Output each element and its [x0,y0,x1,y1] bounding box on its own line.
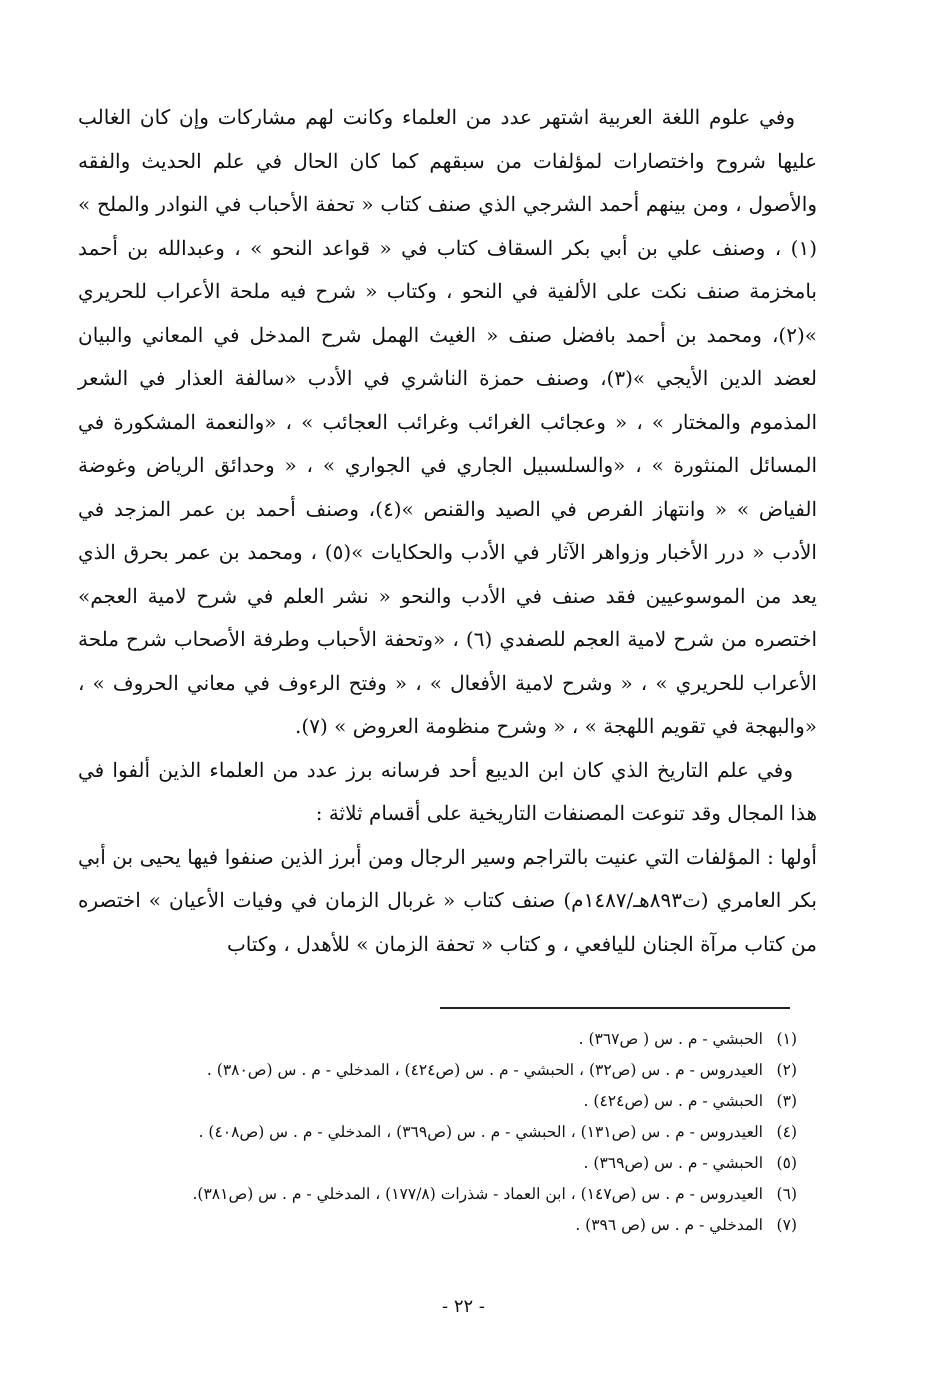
footnote-text: المدخلي - م . س (ص ٣٩٦) . [575,1216,763,1234]
footnote-number: (٣) [776,1092,797,1110]
footnote-7 [100,1210,797,1241]
paragraph-history-intro: وفي علم التاريخ الذي كان ابن الديبع أحد فرسانه برز عدد من العلماء الذين ألفوا في هذا المجال وقد تنوعت المصنفات التاريخية على أقسام ثلاثة : [78,757,817,825]
footnote-number: (١) [776,1030,797,1048]
footnote-number: (٧) [776,1216,797,1234]
footnote-1 [100,1024,797,1055]
footnote-number: (٤) [776,1123,797,1141]
footnotes-list [100,1024,797,1241]
footnote-text: العيدروس - م . س (ص١٣١) ، الحبشي - م . س (ص٣٦٩) ، المدخلي - م . س (ص٤٠٨) . [198,1123,763,1141]
footnote-text: العيدروس - م . س (ص٣٢) ، الحبشي - م . س (ص٤٢٤) ، المدخلي - م . س (ص٣٨٠) . [206,1061,763,1079]
footnote-2 [100,1055,797,1086]
footnote-number: (٥) [776,1154,797,1172]
footnote-number: (٢) [776,1061,797,1079]
footnote-text: الحبشي - م . س ( ص٣٦٧) . [578,1030,763,1048]
paragraph-language-sciences: وفي علوم اللغة العربية اشتهر عدد من العلماء وكانت لهم مشاركات وإن كان الغالب عليها شروح واختصارات لمؤلفات من سبقهم كما كان الحال في علم الحديث والفقه والأصول ، ومن بينهم أحمد الشرجي الذي صنف كتاب « تحفة الأحباب في النوادر والملح » (١) ، وصنف علي بن أبي بكر السقاف كتاب في « قواعد النحو » ، وعبدالله بن أحمد بامخزمة صنف نكت على الألفية في النحو ، وكتاب « شرح فيه ملحة الأعراب للحريري »(٢)، ومحمد بن أحمد بافضل صنف « الغيث الهمل شرح المدخل في المعاني والبيان لعضد الدين الأيجي »(٣)، وصنف حمزة الناشري في الأدب «سالفة العذار في الشعر المذموم والمختار » ، « وعجائب الغرائب وغرائب العجائب » ، «والنعمة المشكورة في المسائل المنثورة » ، «والسلسبيل الجاري في الجواري » ، « وحدائق الرياض وغوضة الفياض » « وانتهاز الفرص في الصيد والقنص »(٤)، وصنف أحمد بن عمر المزجد في الأدب « درر الأخبار وزواهر الآثار في الأدب والحكايات »(٥) ، ومحمد بن عمر بحرق الذي يعد من الموسوعيين فقد صنف في الأدب والنحو « نشر العلم في شرح لامية العجم» اختصره من شرح لامية العجم للصفدي (٦) ، «وتحفة الأحباب وطرفة الأصحاب شرح ملحة الأعراب للحريري » ، « وشرح لامية الأفعال » ، « وفتح الرءوف في معاني الحروف » ، «والبهجة في تقويم اللهجة » ، « وشرح منظومة العروض » (٧). [78,105,818,738]
footnote-text: الحبشي - م . س (ص٣٦٩) . [583,1154,763,1172]
main-text [78,96,817,966]
footnote-text: الحبشي - م . س (ص٤٢٤) . [583,1092,763,1110]
footnote-4 [100,1117,797,1148]
footnote-5 [100,1148,797,1179]
footnote-text: العيدروس - م . س (ص١٤٧) ، ابن العماد - شذرات (١٧٧/٨) ، المدخلي - م . س (ص٣٨١). [192,1185,763,1203]
footnote-divider [440,1007,790,1009]
footnote-number: (٦) [776,1185,797,1203]
footnote-6 [100,1179,797,1210]
paragraph-biographies: أولها : المؤلفات التي عنيت بالتراجم وسير الرجال ومن أبرز الذين صنفوا فيها يحيى بن أبي بكر العامري (ت٨٩٣هـ/١٤٨٧م) صنف كتاب « غربال الزمان في وفيات الأعيان » اختصره من كتاب مرآة الجنان لليافعي ، و كتاب « تحفة الزمان » للأهدل ، وكتاب [78,844,817,956]
page-number: - ٢٢ - [442,1296,485,1317]
footnote-3 [100,1086,797,1117]
